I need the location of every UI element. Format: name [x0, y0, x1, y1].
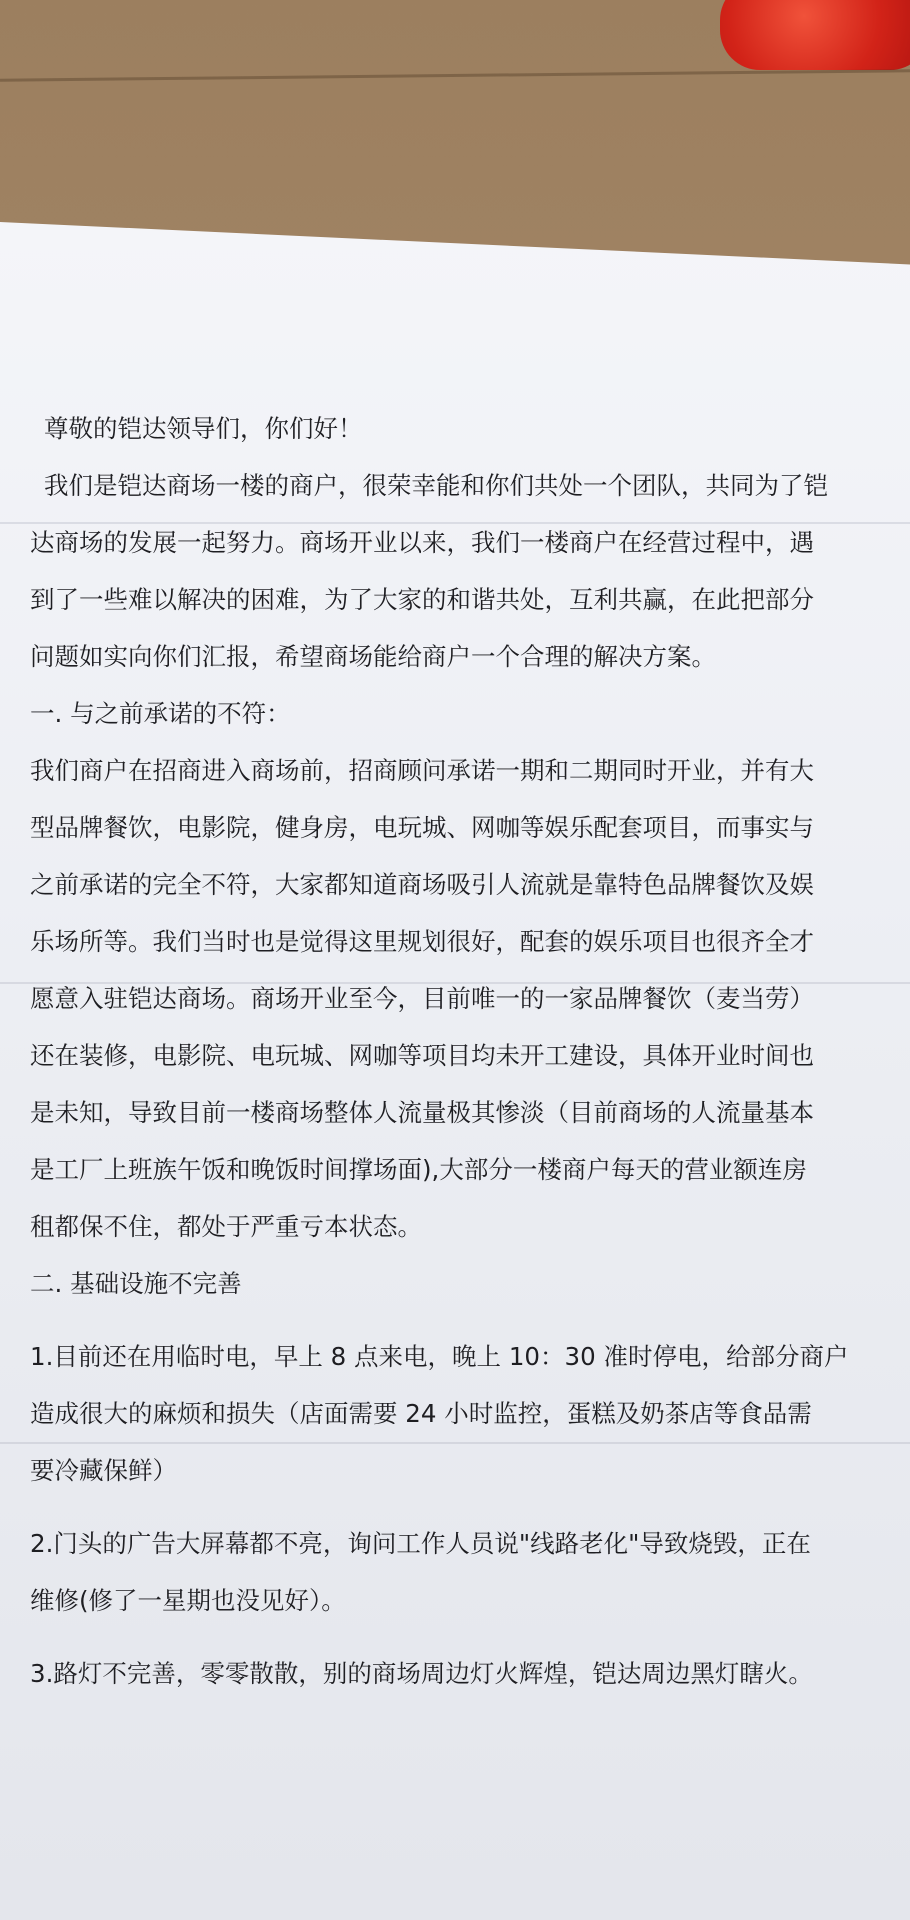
section1-line: 愿意入驻铠达商场。商场开业至今，目前唯一的一家品牌餐饮（麦当劳） — [30, 984, 814, 1013]
item1-line: 造成很大的麻烦和损失（店面需要 24 小时监控，蛋糕及奶茶店等食品需 — [30, 1399, 812, 1428]
section1-line: 乐场所等。我们当时也是觉得这里规划很好，配套的娱乐项目也很齐全才 — [30, 927, 814, 956]
intro-line: 到了一些难以解决的困难，为了大家的和谐共处，互利共赢，在此把部分 — [30, 585, 814, 614]
intro-line: 达商场的发展一起努力。商场开业以来，我们一楼商户在经营过程中，遇 — [30, 528, 814, 557]
section-heading-2: 二. 基础设施不完善 — [30, 1269, 242, 1298]
red-plastic-bag — [720, 0, 910, 70]
item2-line: 2.门头的广告大屏幕都不亮，询问工作人员说"线路老化"导致烧毁，正在 — [30, 1529, 811, 1558]
item1-line: 要冷藏保鲜） — [30, 1456, 177, 1485]
section1-line: 还在装修，电影院、电玩城、网咖等项目均未开工建设，具体开业时间也 — [30, 1041, 814, 1070]
intro-line: 问题如实向你们汇报，希望商场能给商户一个合理的解决方案。 — [30, 642, 716, 671]
item1-line: 1.目前还在用临时电，早上 8 点来电，晚上 10：30 准时停电，给部分商户 — [30, 1342, 849, 1371]
intro-line: 我们是铠达商场一楼的商户，很荣幸能和你们共处一个团队，共同为了铠 — [44, 471, 828, 500]
section-heading-1: 一. 与之前承诺的不符： — [30, 699, 291, 728]
letter-greeting: 尊敬的铠达领导们，你们好！ — [44, 414, 363, 443]
section1-line: 租都保不住，都处于严重亏本状态。 — [30, 1212, 422, 1241]
section1-line: 是工厂上班族午饭和晚饭时间撑场面),大部分一楼商户每天的营业额连房 — [30, 1155, 807, 1184]
item3-line: 3.路灯不完善，零零散散，别的商场周边灯火辉煌，铠达周边黑灯瞎火。 — [30, 1659, 813, 1688]
cardboard-seam — [0, 69, 910, 82]
item2-line: 维修(修了一星期也没见好）。 — [30, 1586, 346, 1615]
section1-line: 型品牌餐饮，电影院，健身房，电玩城、网咖等娱乐配套项目，而事实与 — [30, 813, 814, 842]
letter-body — [30, 400, 890, 1702]
section1-line: 我们商户在招商进入商场前，招商顾问承诺一期和二期同时开业，并有大 — [30, 756, 814, 785]
section1-line: 是未知，导致目前一楼商场整体人流量极其惨淡（目前商场的人流量基本 — [30, 1098, 814, 1127]
section1-line: 之前承诺的完全不符，大家都知道商场吸引人流就是靠特色品牌餐饮及娱 — [30, 870, 814, 899]
